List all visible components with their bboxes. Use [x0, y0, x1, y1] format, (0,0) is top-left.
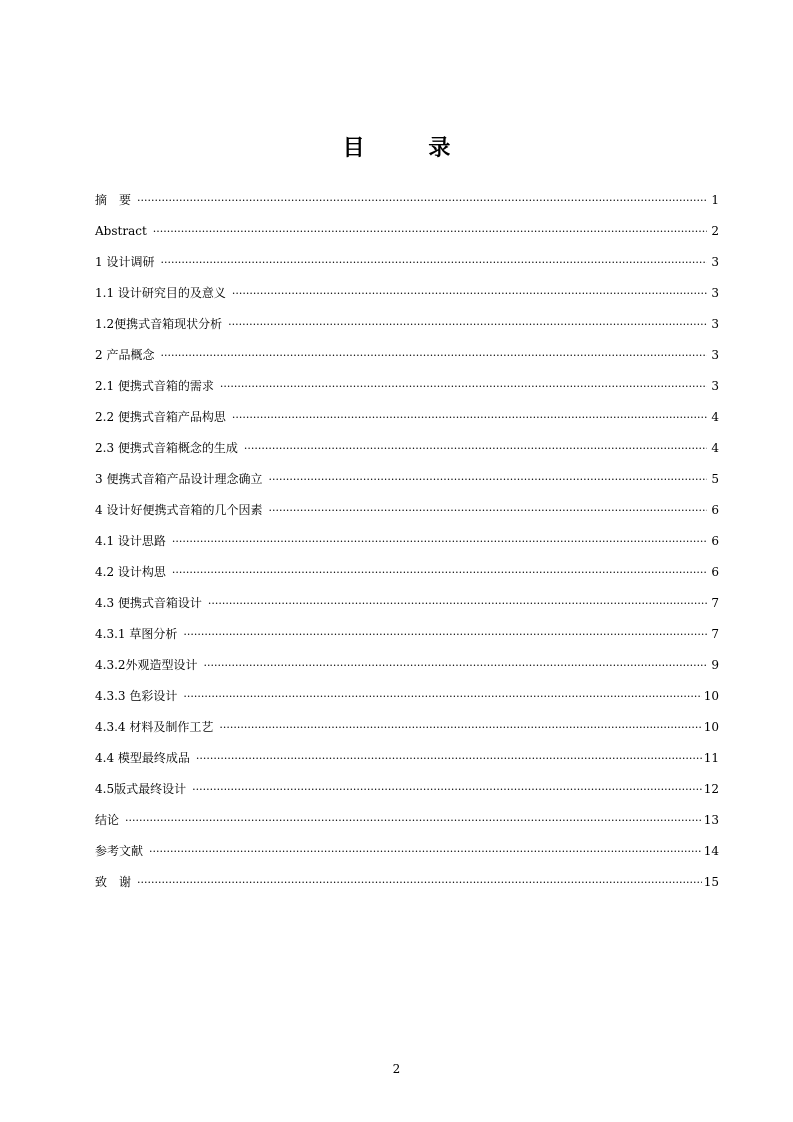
table-of-contents [95, 189, 719, 902]
toc-entry[interactable] [95, 375, 719, 406]
toc-entry-page: 7 [711, 596, 719, 610]
toc-leader-dots [204, 655, 707, 677]
toc-entry-page: 6 [711, 565, 719, 579]
toc-leader-dots [160, 345, 707, 367]
toc-entry[interactable] [95, 654, 719, 685]
toc-entry[interactable] [95, 251, 719, 282]
toc-entry-page: 3 [711, 348, 719, 362]
toc-entry-page: 6 [711, 534, 719, 548]
toc-leader-dots [268, 469, 707, 491]
toc-entry[interactable] [95, 840, 719, 871]
toc-entry-label: 摘 要 [95, 193, 132, 207]
toc-entry-label: 4.3.2外观造型设计 [95, 658, 198, 672]
toc-entry[interactable] [95, 344, 719, 375]
toc-leader-dots [196, 748, 702, 770]
toc-entry-page: 1 [711, 193, 719, 207]
toc-entry-label: 致 谢 [95, 875, 132, 889]
toc-entry[interactable] [95, 437, 719, 468]
toc-leader-dots [228, 314, 707, 336]
toc-entry[interactable] [95, 685, 719, 716]
toc-leader-dots [137, 872, 702, 894]
toc-leader-dots [172, 531, 707, 553]
toc-leader-dots [183, 624, 707, 646]
toc-entry-page: 10 [703, 689, 719, 703]
toc-leader-dots [149, 841, 702, 863]
toc-leader-dots [125, 810, 702, 832]
toc-leader-dots [153, 221, 707, 243]
toc-leader-dots [183, 686, 701, 708]
toc-entry-page: 7 [711, 627, 719, 641]
toc-entry-page: 10 [703, 720, 719, 734]
toc-entry-label: Abstract [95, 224, 147, 238]
toc-entry[interactable] [95, 592, 719, 623]
toc-entry-page: 14 [703, 844, 719, 858]
toc-entry-page: 6 [711, 503, 719, 517]
toc-entry[interactable] [95, 871, 719, 902]
toc-entry-page: 3 [711, 317, 719, 331]
toc-entry-label: 4.3.1 草图分析 [95, 627, 178, 641]
toc-entry-label: 1.2便携式音箱现状分析 [95, 317, 223, 331]
toc-entry[interactable] [95, 530, 719, 561]
toc-leader-dots [219, 717, 701, 739]
toc-entry-label: 4.2 设计构思 [95, 565, 166, 579]
toc-entry-page: 3 [711, 286, 719, 300]
toc-entry-label: 4.3.3 色彩设计 [95, 689, 178, 703]
toc-entry-label: 1 设计调研 [95, 255, 155, 269]
toc-entry-label: 2 产品概念 [95, 348, 155, 362]
toc-leader-dots [192, 779, 702, 801]
toc-entry-label: 2.2 便携式音箱产品构思 [95, 410, 226, 424]
toc-entry-label: 结论 [95, 813, 120, 827]
toc-entry[interactable] [95, 809, 719, 840]
toc-entry[interactable] [95, 499, 719, 530]
toc-entry-label: 4.3.4 材料及制作工艺 [95, 720, 214, 734]
toc-entry[interactable] [95, 716, 719, 747]
toc-entry-label: 参考文献 [95, 844, 144, 858]
toc-leader-dots [268, 500, 707, 522]
toc-leader-dots [172, 562, 707, 584]
toc-leader-dots [208, 593, 707, 615]
toc-entry-page: 4 [711, 410, 719, 424]
toc-entry-label: 4.1 设计思路 [95, 534, 166, 548]
toc-entry[interactable] [95, 220, 719, 251]
toc-entry-label: 4.3 便携式音箱设计 [95, 596, 202, 610]
toc-entry[interactable] [95, 189, 719, 220]
page-title: 目 录 [342, 135, 479, 161]
toc-entry-label: 2.1 便携式音箱的需求 [95, 379, 214, 393]
toc-entry-page: 3 [711, 255, 719, 269]
toc-entry[interactable] [95, 313, 719, 344]
toc-entry-label: 3 便携式音箱产品设计理念确立 [95, 472, 263, 486]
toc-entry-label: 4.4 模型最终成品 [95, 751, 190, 765]
toc-entry-page: 5 [711, 472, 719, 486]
toc-entry[interactable] [95, 561, 719, 592]
toc-entry[interactable] [95, 778, 719, 809]
page-number: 2 [392, 1062, 401, 1076]
toc-leader-dots [232, 283, 707, 305]
toc-entry-page: 13 [703, 813, 719, 827]
toc-entry[interactable] [95, 282, 719, 313]
toc-entry[interactable] [95, 468, 719, 499]
toc-entry[interactable] [95, 623, 719, 654]
toc-leader-dots [232, 407, 707, 429]
toc-leader-dots [160, 252, 707, 274]
toc-entry-page: 15 [703, 875, 719, 889]
toc-entry-label: 2.3 便携式音箱概念的生成 [95, 441, 238, 455]
toc-entry-label: 4.5版式最终设计 [95, 782, 187, 796]
toc-entry-page: 3 [711, 379, 719, 393]
toc-entry-page: 2 [711, 224, 719, 238]
toc-entry[interactable] [95, 747, 719, 778]
toc-entry-page: 12 [703, 782, 719, 796]
toc-entry[interactable] [95, 406, 719, 437]
toc-entry-label: 1.1 设计研究目的及意义 [95, 286, 226, 300]
toc-entry-page: 4 [711, 441, 719, 455]
toc-entry-page: 11 [703, 751, 719, 765]
toc-entry-label: 4 设计好便携式音箱的几个因素 [95, 503, 263, 517]
toc-entry-page: 9 [711, 658, 719, 672]
toc-leader-dots [137, 190, 707, 212]
toc-leader-dots [220, 376, 707, 398]
toc-leader-dots [244, 438, 707, 460]
